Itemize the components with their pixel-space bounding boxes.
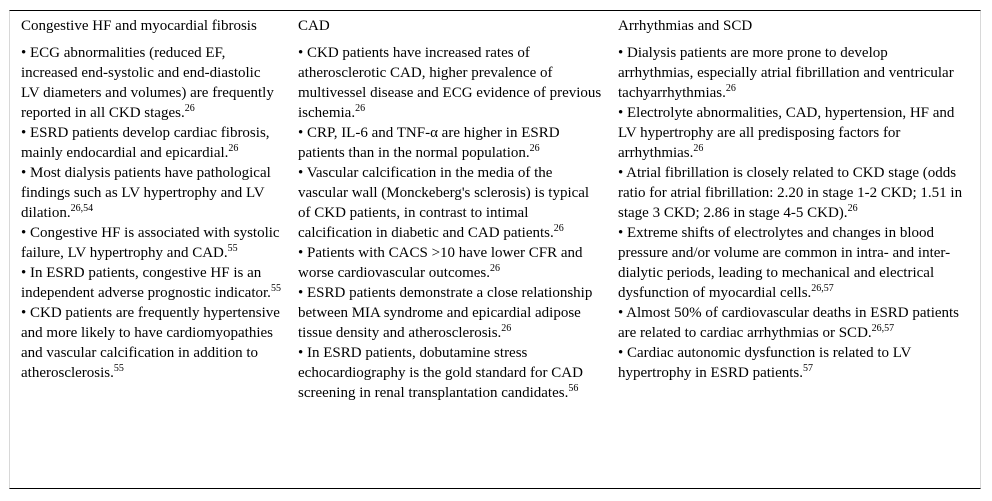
item-text: • CRP, IL-6 and TNF-α are higher in ESRD patients than in the normal population. <box>298 125 560 161</box>
item-text: • CKD patients have increased rates of atherosclerotic CAD, higher prevalence of multivessel disease and ECG evidence of previous ischemia. <box>298 45 602 121</box>
citation: 26 <box>553 223 564 234</box>
item-text: • Cardiac autonomic dysfunction is related to LV hypertrophy in ESRD patients. <box>618 345 912 381</box>
list-item <box>298 283 604 343</box>
citation: 26,54 <box>70 203 94 214</box>
list-item <box>298 343 604 403</box>
column-arrhythmias <box>614 43 976 403</box>
list-item <box>298 163 604 243</box>
item-text: • ECG abnormalities (reduced EF, increased end-systolic and end-diastolic LV diameters and volumes) are frequently reported in all CKD stages. <box>21 45 274 121</box>
citation: 56 <box>568 383 579 394</box>
list-item <box>618 103 966 163</box>
item-text: • Most dialysis patients have pathological findings such as LV hypertrophy and LV dilation. <box>21 165 271 221</box>
item-text: • In ESRD patients, dobutamine stress echocardiography is the gold standard for CAD screening in renal transplantation candidates. <box>298 345 583 401</box>
citation: 57 <box>802 363 813 374</box>
list-item <box>298 243 604 283</box>
header-congestive-hf: Congestive HF and myocardial fibrosis <box>21 18 257 34</box>
citation: 55 <box>270 283 281 294</box>
header-row <box>10 16 976 43</box>
citation: 26 <box>529 143 540 154</box>
list-item <box>21 263 281 303</box>
item-text: • Dialysis patients are more prone to develop arrhythmias, especially atrial fibrillation and ventricular tachyarrhythmias. <box>618 45 954 101</box>
list-item <box>21 163 281 223</box>
list-item <box>618 223 966 303</box>
list-item <box>298 43 604 123</box>
citation: 26 <box>228 143 239 154</box>
item-text: • CKD patients are frequently hypertensive and more likely to have cardiomyopathies and vascular calcification in addition to atherosclerosis. <box>21 305 280 381</box>
list-item <box>618 43 966 103</box>
header-arrhythmias: Arrhythmias and SCD <box>618 18 753 34</box>
column-cad <box>287 43 614 403</box>
citation: 55 <box>227 243 238 254</box>
citation: 26 <box>501 323 512 334</box>
list-item <box>298 123 604 163</box>
item-text: • Patients with CACS >10 have lower CFR and worse cardiovascular outcomes. <box>298 245 583 281</box>
citation: 55 <box>113 363 124 374</box>
column-congestive-hf <box>10 43 287 403</box>
table-row <box>10 43 976 403</box>
citation: 26 <box>847 203 858 214</box>
item-text: • Extreme shifts of electrolytes and changes in blood pressure and/or volume are common in intra- and inter-dialytic periods, leading to mechanical and electrical dysfunction of myocardial cells. <box>618 225 951 301</box>
item-text: • In ESRD patients, congestive HF is an independent adverse prognostic indicator. <box>21 265 271 301</box>
citation: 26,57 <box>871 323 895 334</box>
header-cad: CAD <box>298 18 330 34</box>
list-item <box>618 163 966 223</box>
item-text: • Electrolyte abnormalities, CAD, hypertension, HF and LV hypertrophy are all predisposing factors for arrhythmias. <box>618 105 955 161</box>
item-text: • Congestive HF is associated with systolic failure, LV hypertrophy and CAD. <box>21 225 280 261</box>
item-text: • Atrial fibrillation is closely related to CKD stage (odds ratio for atrial fibrillation: 2.20 in stage 1-2 CKD; 1.51 in stage 3 CKD; 2.86 in stage 4-5 CKD). <box>618 165 963 221</box>
citation: 26 <box>184 103 195 114</box>
item-text: • ESRD patients demonstrate a close relationship between MIA syndrome and epicardial adipose tissue density and atherosclerosis. <box>298 285 593 341</box>
item-text: • Vascular calcification in the media of the vascular wall (Monckeberg's sclerosis) is typical of CKD patients, in contrast to intimal calcification in diabetic and CAD patients. <box>298 165 590 241</box>
item-text: • ESRD patients develop cardiac fibrosis, mainly endocardial and epicardial. <box>21 125 270 161</box>
list-item <box>21 303 281 383</box>
list-item <box>21 123 281 163</box>
citation: 26,57 <box>811 283 834 294</box>
citation: 26 <box>490 263 501 274</box>
citation: 26 <box>355 103 366 114</box>
list-item <box>21 223 281 263</box>
citation: 26 <box>693 143 704 154</box>
list-item <box>618 343 966 383</box>
list-item <box>618 303 966 343</box>
item-text: • Almost 50% of cardiovascular deaths in ESRD patients are related to cardiac arrhythmias or SCD. <box>618 305 960 341</box>
citation: 26 <box>725 83 736 94</box>
findings-table <box>10 16 976 403</box>
list-item <box>21 43 281 123</box>
